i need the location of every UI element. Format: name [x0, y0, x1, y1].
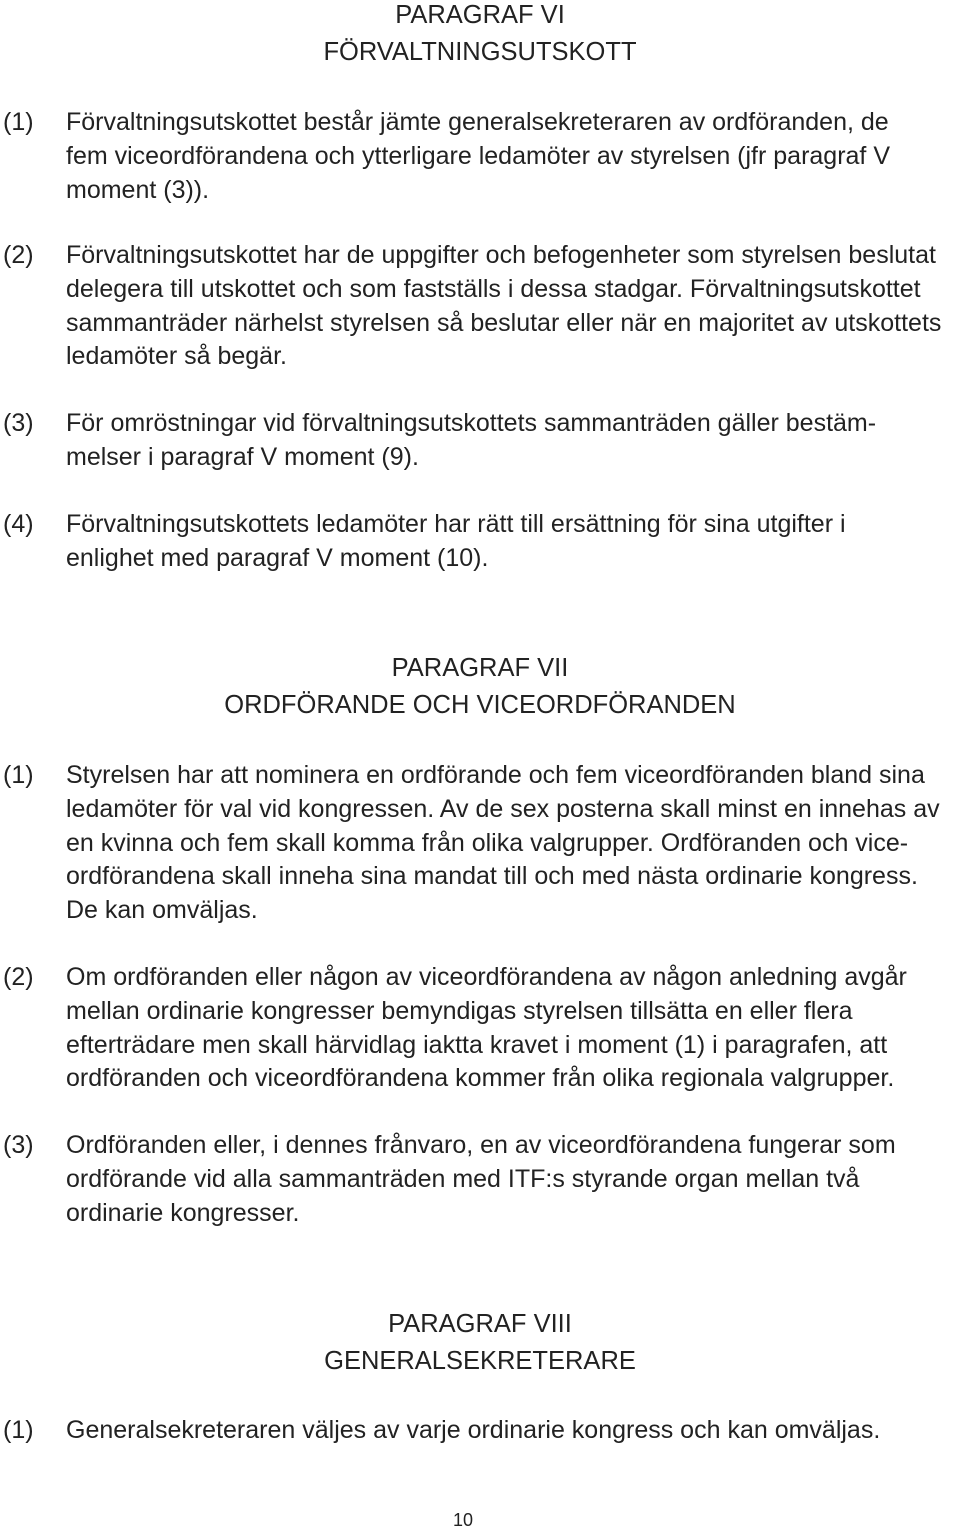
item-number: (1): [3, 108, 34, 136]
item-number: (4): [3, 510, 34, 538]
item-number: (2): [3, 241, 34, 269]
page-number: 10: [452, 1510, 474, 1530]
text-line: ledamöter för val vid kongressen. Av de sex posterna skall minst en innehas av: [66, 794, 940, 823]
text-line: delegera till utskottet och som fastställs i dessa stadgar. Förvaltningsutskottet: [66, 274, 921, 303]
item-text: [66, 1414, 880, 1448]
item-number: (3): [3, 409, 34, 437]
text-line: mellan ordinarie kongresser bemyndigas styrelsen tillsätta en eller flera: [66, 996, 853, 1025]
section-subtitle: FÖRVALTNINGSUTSKOTT: [323, 37, 637, 66]
text-line: Förvaltningsutskottets ledamöter har rätt till ersättning för sina utgifter i: [66, 510, 846, 538]
section-subtitle: GENERALSEKRETERARE: [324, 1346, 636, 1375]
section-heading: [0, 1306, 960, 1380]
text-line: Styrelsen har att nominera en ordförande och fem viceordföranden bland sina: [66, 761, 925, 789]
text-line: fem viceordförandena och ytterligare ledamöter av styrelsen (jfr paragraf V: [66, 141, 890, 170]
item-text: [66, 961, 907, 1096]
item-text: [66, 239, 941, 374]
text-line: Om ordföranden eller någon av viceordförandena av någon anledning avgår: [66, 963, 907, 991]
section-heading: [0, 650, 960, 724]
text-line: ordförande vid alla sammanträden med ITF:s styrande organ mellan två: [66, 1164, 860, 1193]
text-line: ledamöter så begär.: [66, 342, 287, 371]
item-text: [66, 407, 876, 475]
item-text: [66, 1129, 896, 1230]
text-line: efterträdare men skall härvidlag iaktta kravet i moment (1) i paragrafen, att: [66, 1030, 888, 1059]
section-title: PARAGRAF VIII: [388, 1309, 572, 1338]
text-line: ordföranden och viceordförandena kommer från olika regionala valgrupper.: [66, 1064, 895, 1093]
item-text: [66, 759, 940, 928]
section-heading: [0, 0, 960, 71]
item-number: (1): [3, 761, 34, 789]
section-title: PARAGRAF VII: [391, 653, 569, 682]
item-text: [66, 106, 890, 207]
text-line: sammanträder närhelst styrelsen så beslutar eller när en majoritet av utskottets: [66, 308, 942, 337]
text-line: Ordföranden eller, i dennes frånvaro, en av viceordförandena fungerar som: [66, 1131, 896, 1159]
text-line: moment (3)).: [66, 175, 210, 204]
section-title: PARAGRAF VI: [395, 0, 565, 29]
item-number: (2): [3, 963, 34, 991]
item-text: [66, 508, 846, 576]
text-line: melser i paragraf V moment (9).: [66, 442, 419, 471]
text-line: De kan omväljas.: [66, 896, 258, 924]
text-line: Förvaltningsutskottet har de uppgifter och befogenheter som styrelsen beslutat: [66, 241, 936, 269]
item-number: (3): [3, 1131, 34, 1159]
text-line: ordförandena skall inneha sina mandat till och med nästa ordinarie kongress.: [66, 862, 918, 891]
section-subtitle: ORDFÖRANDE OCH VICEORDFÖRANDEN: [224, 690, 736, 719]
item-number: (1): [3, 1416, 34, 1444]
text-line: en kvinna och fem skall komma från olika valgrupper. Ordföranden och vice-: [66, 828, 909, 857]
text-line: Förvaltningsutskottet består jämte generalsekreteraren av ordföranden, de: [66, 108, 889, 136]
text-line: För omröstningar vid förvaltningsutskottets sammanträden gäller bestäm-: [66, 409, 877, 437]
text-line: ordinarie kongresser.: [66, 1198, 300, 1227]
text-line: enlighet med paragraf V moment (10).: [66, 543, 489, 572]
text-line: Generalsekreteraren väljes av varje ordinarie kongress och kan omväljas.: [66, 1416, 881, 1444]
